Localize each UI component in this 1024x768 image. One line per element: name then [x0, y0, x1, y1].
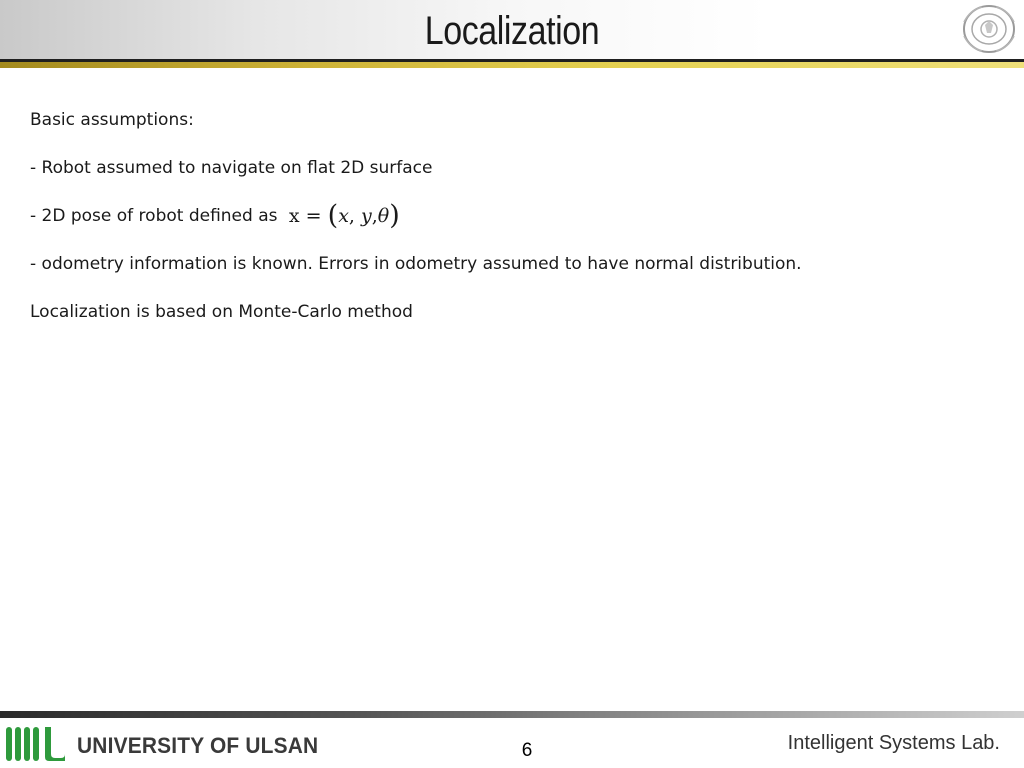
pose-text: - 2D pose of robot defined as: [30, 206, 278, 226]
slide-body: [30, 106, 990, 346]
formula-lhs: x: [288, 205, 300, 227]
formula-close-paren: ): [389, 200, 400, 231]
slide-title: Localization: [424, 9, 600, 53]
header-gold-rule: [0, 62, 1024, 68]
footer-rule: [0, 711, 1024, 718]
formula-var-y: y: [361, 205, 372, 227]
lab-name: Intelligent Systems Lab.: [787, 732, 1000, 754]
formula-var-theta: θ: [377, 205, 390, 227]
body-line-monte-carlo: Localization is based on Monte-Carlo method: [30, 302, 413, 322]
formula-open-paren: (: [327, 200, 339, 231]
page-number: 6: [521, 740, 533, 761]
body-line-assumptions: Basic assumptions:: [30, 110, 194, 130]
university-name: UNIVERSITY OF ULSAN: [77, 733, 319, 758]
university-seal-icon: [960, 2, 1018, 56]
formula-var-x: x: [338, 205, 349, 227]
body-line-flat-surface: - Robot assumed to navigate on flat 2D surface: [30, 158, 433, 178]
body-line-pose: [30, 202, 990, 250]
university-logo-icon: [5, 724, 67, 764]
formula-comma-2: ,: [371, 205, 378, 227]
body-line-odometry: - odometry information is known. Errors in odometry assumed to have normal distribution.: [30, 254, 802, 274]
pose-formula: [289, 202, 400, 230]
formula-equals: =: [305, 205, 322, 227]
formula-comma-1: ,: [348, 205, 355, 227]
